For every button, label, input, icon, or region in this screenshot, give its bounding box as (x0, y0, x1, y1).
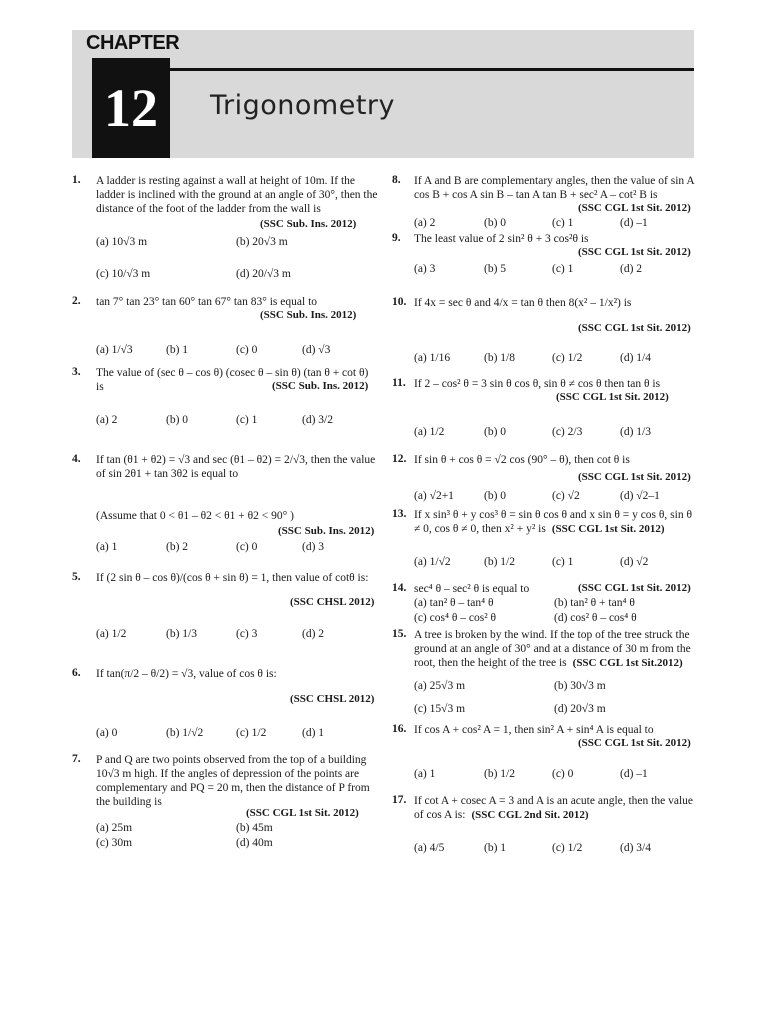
chapter-label: CHAPTER (86, 32, 180, 54)
question-text: If tan(π/2 – θ/2) = √3, value of cos θ is: (96, 668, 277, 680)
option: (d) 3 (302, 541, 325, 553)
question-text: If cos A + cos² A = 1, then sin² A + sin⁴ A is equal to (414, 724, 654, 736)
question-number: 5. (72, 571, 81, 583)
question-number: 14. (392, 582, 407, 594)
option: (d) 1/4 (620, 352, 651, 364)
option: (a) tan² θ – tan⁴ θ (414, 597, 494, 609)
option: (b) 1 (484, 842, 507, 854)
option: (a) 1/√3 (96, 344, 133, 356)
question-source: (SSC CGL 1st Sit.2012) (572, 657, 683, 669)
option: (c) 30m (96, 837, 133, 849)
option: (c) 2/3 (552, 426, 583, 438)
question-source: (SSC CGL 1st Sit. 2012) (551, 523, 665, 535)
option: (d) 2 (620, 263, 643, 275)
option: (b) 2 (166, 541, 189, 553)
question-source: (SSC CGL 1st Sit. 2012) (578, 246, 691, 258)
question-source: (SSC CGL 2nd Sit. 2012) (471, 809, 589, 821)
option: (b) 1/√2 (166, 727, 204, 739)
option: (a) 1/2 (414, 426, 445, 438)
question-number: 7. (72, 753, 81, 765)
option: (c) 15√3 m (414, 703, 466, 715)
option: (a) 1/2 (96, 628, 127, 640)
option: (c) √2 (552, 490, 580, 502)
question-text: The value of (sec θ – cos θ) (cosec θ – sin θ) (tan θ + cot θ) is (96, 367, 369, 393)
question-number: 3. (72, 366, 81, 378)
option: (b) tan² θ + tan⁴ θ (554, 597, 635, 609)
option: (a) 3 (414, 263, 436, 275)
option: (c) 1 (552, 263, 574, 275)
question-number: 4. (72, 453, 81, 465)
question-source: (SSC CGL 1st Sit. 2012) (578, 737, 691, 749)
option: (b) 0 (166, 414, 189, 426)
option: (a) 1 (414, 768, 436, 780)
question-number: 1. (72, 174, 81, 186)
option: (c) 1 (552, 217, 574, 229)
question-number: 16. (392, 723, 407, 735)
question-text: If (2 sin θ – cos θ)/(cos θ + sin θ) = 1, then value of cotθ is: (96, 572, 369, 584)
header-rule (92, 68, 694, 71)
option: (c) 1/2 (552, 352, 583, 364)
option: (b) 1/8 (484, 352, 515, 364)
option: (b) 30√3 m (554, 680, 606, 692)
option: (d) 20√3 m (554, 703, 606, 715)
option: (c) 0 (236, 541, 258, 553)
option: (a) 1 (96, 541, 118, 553)
question-number: 9. (392, 232, 401, 244)
question-number: 13. (392, 508, 407, 520)
question-number: 10. (392, 296, 407, 308)
question-source: (SSC CHSL 2012) (290, 596, 375, 608)
option: (a) 0 (96, 727, 118, 739)
option: (b) 1/2 (484, 768, 515, 780)
question-text: If cot A + cosec A = 3 and A is an acute angle, then the value of cos A is: (SSC CGL 2nd Sit. 2012) (414, 795, 693, 821)
option: (a) 10√3 m (96, 236, 148, 248)
option: (d) 3/2 (302, 414, 333, 426)
question-source: (SSC Sub. Ins. 2012) (272, 380, 369, 392)
option: (c) 10/√3 m (96, 268, 151, 280)
option: (c) 0 (236, 344, 258, 356)
option: (a) 1/16 (414, 352, 451, 364)
question-number: 11. (392, 377, 406, 389)
question-number: 8. (392, 174, 401, 186)
option: (d) 40m (236, 837, 273, 849)
option: (d) 1/3 (620, 426, 651, 438)
question-number: 12. (392, 453, 407, 465)
question-text: If 4x = sec θ and 4/x = tan θ then 8(x² – 1/x²) is (414, 297, 632, 309)
question-text: The least value of 2 sin² θ + 3 cos²θ is (414, 233, 589, 245)
question-text: If A and B are complementary angles, then the value of sin A cos B + cos A sin B – tan A tan B + sec² A – cot² B is (414, 175, 695, 201)
option: (b) 0 (484, 426, 507, 438)
option: (b) 45m (236, 822, 273, 834)
option: (d) –1 (620, 768, 648, 780)
option: (d) √3 (302, 344, 331, 356)
question-number: 17. (392, 794, 407, 806)
option: (c) cos⁴ θ – cos² θ (414, 612, 497, 624)
question-text: A ladder is resting against a wall at height of 10m. If the ladder is inclined with the ground at an angle of 30°, then the distance of the foot of the ladder from the wall is (96, 175, 378, 215)
option: (b) 1/3 (166, 628, 197, 640)
option: (d) 1 (302, 727, 325, 739)
option: (b) 0 (484, 490, 507, 502)
question-source: (SSC Sub. Ins. 2012) (260, 309, 357, 321)
question-number: 6. (72, 667, 81, 679)
option: (b) 20√3 m (236, 236, 288, 248)
question-text: P and Q are two points observed from the top of a building 10√3 m high. If the angles of depression of the points are complementary and PQ = 20 m, then the distance of P from the building is (96, 754, 370, 808)
question-text: If 2 – cos² θ = 3 sin θ cos θ, sin θ ≠ cos θ then tan θ is (414, 378, 661, 390)
option: (a) √2+1 (414, 490, 454, 502)
question-source: (SSC CGL 1st Sit. 2012) (578, 202, 691, 214)
option: (a) 2 (414, 217, 436, 229)
option: (a) 4/5 (414, 842, 445, 854)
option: (c) 1 (552, 556, 574, 568)
chapter-title: Trigonometry (210, 90, 395, 121)
question-text: If sin θ + cos θ = √2 cos (90° – θ), then cot θ is (414, 454, 630, 466)
question-text: If x sin³ θ + y cos³ θ = sin θ cos θ and x sin θ = y cos θ, sin θ ≠ 0, cos θ ≠ 0, then x² + y² is (SSC CGL 1st Sit. 2012) (414, 509, 692, 535)
option: (a) 2 (96, 414, 118, 426)
option: (d) 3/4 (620, 842, 651, 854)
option: (c) 1/2 (552, 842, 583, 854)
question-text: sec⁴ θ – sec² θ is equal to (414, 583, 530, 595)
option: (d) √2–1 (620, 490, 660, 502)
option: (d) 20/√3 m (236, 268, 291, 280)
question-source: (SSC CGL 1st Sit. 2012) (556, 391, 669, 403)
option: (c) 1/2 (236, 727, 267, 739)
option: (a) 25m (96, 822, 133, 834)
question-text: If tan (θ1 + θ2) = √3 and sec (θ1 – θ2) = 2/√3, then the value of sin 2θ1 + tan 3θ2 is equal to (96, 454, 376, 480)
question-source: (SSC CGL 1st Sit. 2012) (246, 807, 359, 819)
question-source: (SSC Sub. Ins. 2012) (260, 218, 357, 230)
option: (d) √2 (620, 556, 649, 568)
question-source: (SSC CGL 1st Sit. 2012) (578, 471, 691, 483)
option: (d) 2 (302, 628, 325, 640)
question-source: (SSC CGL 1st Sit. 2012) (578, 322, 691, 334)
option: (b) 0 (484, 217, 507, 229)
option: (c) 3 (236, 628, 258, 640)
option: (b) 1 (166, 344, 189, 356)
question-text: A tree is broken by the wind. If the top of the tree struck the ground at an angle of 30° and at a distance of 30 m from the root, then the height of the tree is (SSC CGL 1st Sit.2012) (414, 629, 691, 669)
question-number: 15. (392, 628, 407, 640)
chapter-number: 12 (92, 58, 170, 158)
option: (c) 1 (236, 414, 258, 426)
question-number: 2. (72, 295, 81, 307)
option: (a) 1/√2 (414, 556, 451, 568)
question-source: (SSC CHSL 2012) (290, 693, 375, 705)
option: (a) 25√3 m (414, 680, 466, 692)
option: (b) 5 (484, 263, 507, 275)
option: (b) 1/2 (484, 556, 515, 568)
question-source: (SSC Sub. Ins. 2012) (278, 525, 375, 537)
option: (c) 0 (552, 768, 574, 780)
option: (d) cos² θ – cos⁴ θ (554, 612, 637, 624)
option: (d) –1 (620, 217, 648, 229)
question-source: (SSC CGL 1st Sit. 2012) (578, 582, 691, 594)
question-assumption: (Assume that 0 < θ1 – θ2 < θ1 + θ2 < 90° ) (96, 510, 294, 522)
question-text: tan 7° tan 23° tan 60° tan 67° tan 83° is equal to (96, 296, 318, 308)
